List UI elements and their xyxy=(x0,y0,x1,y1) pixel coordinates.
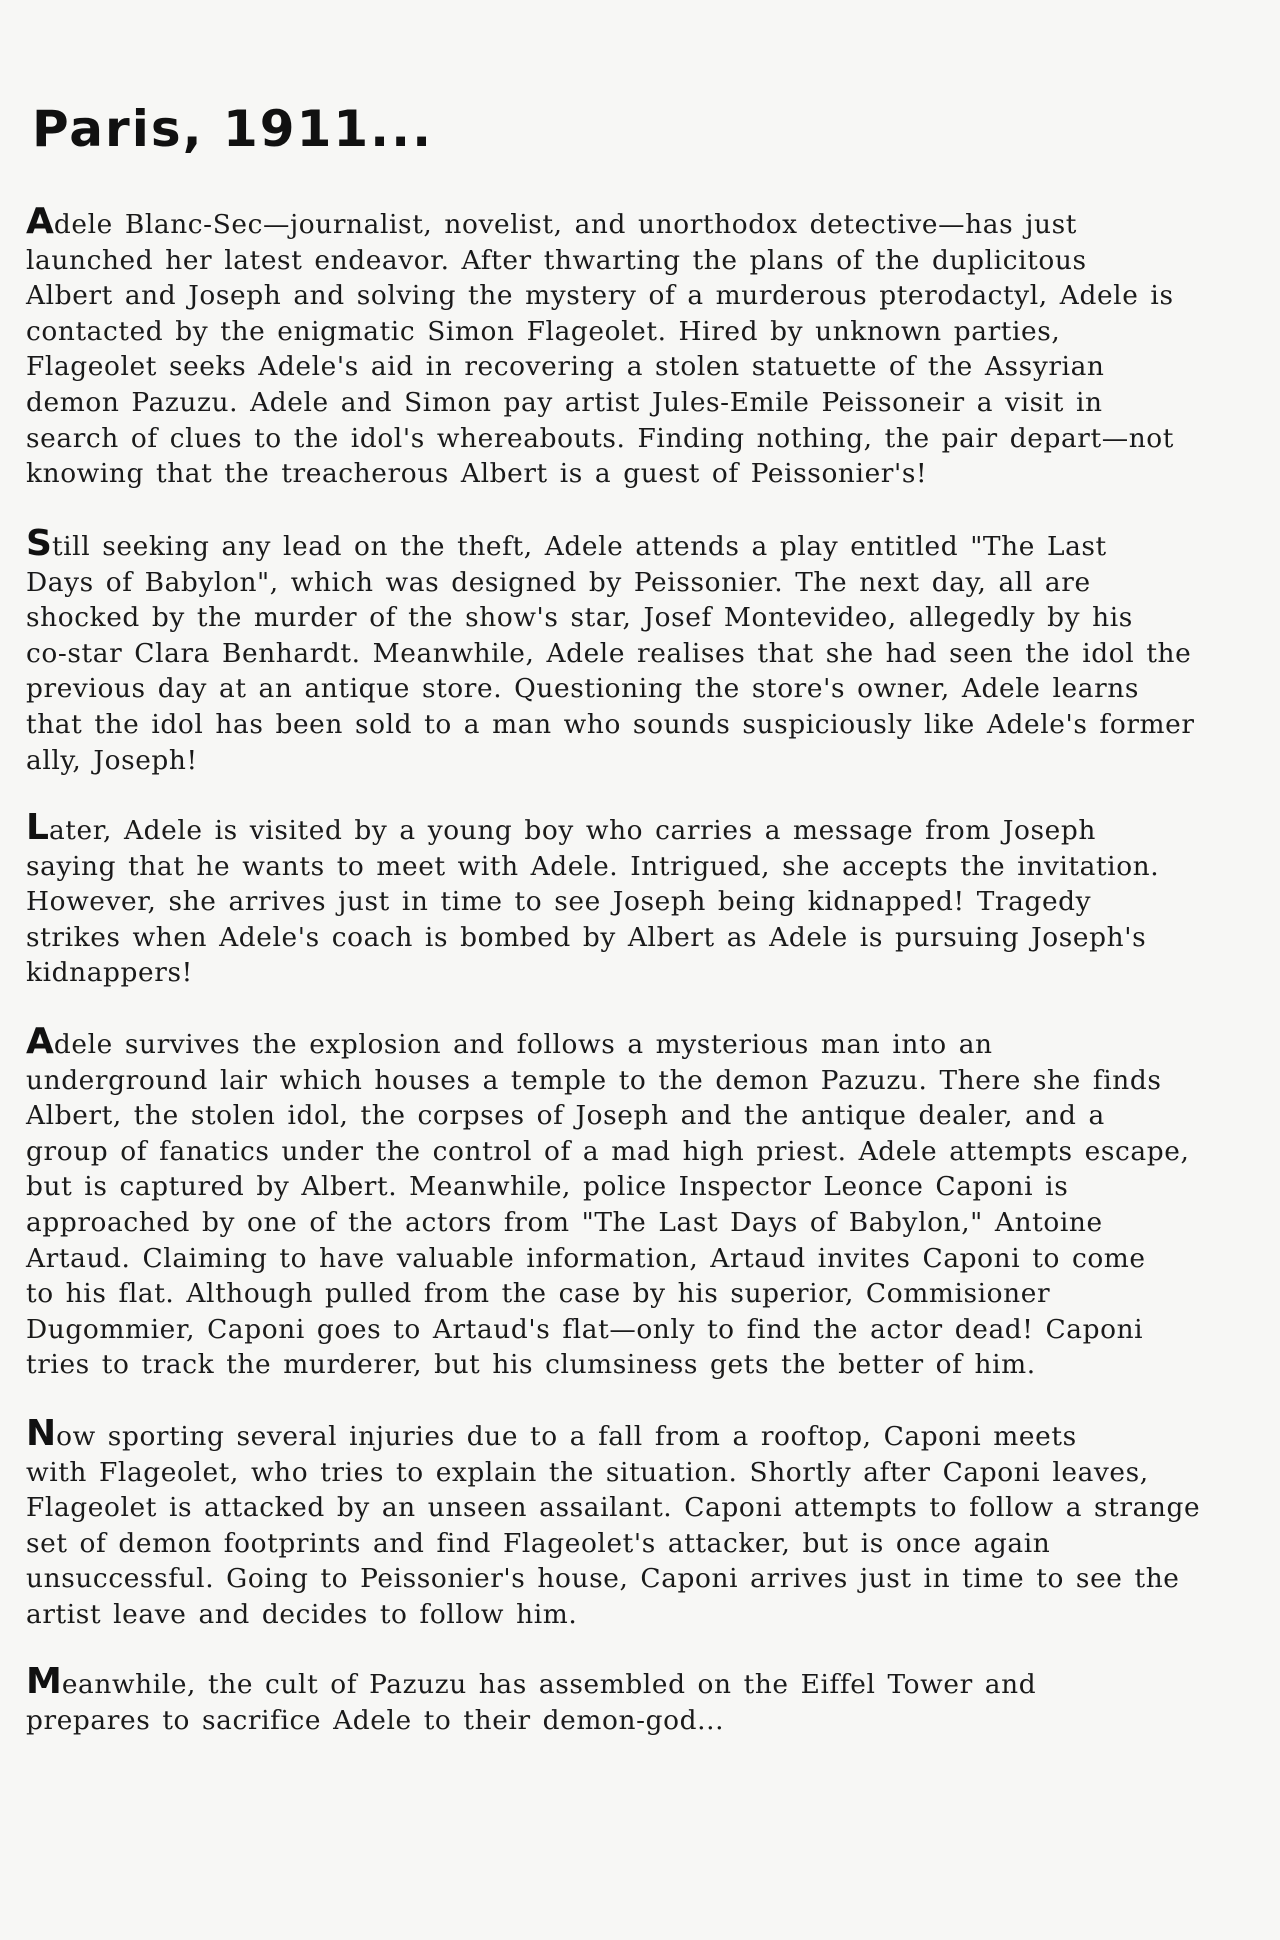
paragraph-line: shocked by the murder of the show's star, Josef Montevideo, allegedly by his xyxy=(26,602,1133,634)
paragraph-line: Later, Adele is visited by a young boy who carries a message from Joseph xyxy=(26,807,1096,848)
paragraph-line: unsuccessful. Going to Peissonier's house, Caponi arrives just in time to see the xyxy=(26,1563,1180,1595)
paragraph-line: artist leave and decides to follow him. xyxy=(26,1598,578,1630)
paragraph-line: Meanwhile, the cult of Pazuzu has assembled on the Eiffel Tower and xyxy=(26,1661,1037,1702)
paragraph-line: saying that he wants to meet with Adele. Intrigued, she accepts the invitation. xyxy=(26,850,1160,882)
paragraph-line: Albert and Joseph and solving the mystery of a murderous pterodactyl, Adele is xyxy=(26,280,1174,312)
paragraph-line: strikes when Adele's coach is bombed by Albert as Adele is pursuing Joseph's xyxy=(26,921,1147,953)
paragraph-line: with Flageolet, who tries to explain the situation. Shortly after Caponi leaves, xyxy=(26,1456,1149,1488)
drop-cap: S xyxy=(26,523,52,564)
paragraph-3 xyxy=(26,807,1254,991)
paragraph-1 xyxy=(26,201,1254,492)
paragraph-line: to his flat. Although pulled from the case by his superior, Commisioner xyxy=(26,1278,1051,1310)
drop-cap: A xyxy=(26,201,54,242)
paragraph-line: Now sporting several injuries due to a fall from a rooftop, Caponi meets xyxy=(26,1413,1077,1454)
paragraph-line: approached by one of the actors from "The Last Days of Babylon," Antoine xyxy=(26,1206,1103,1238)
paragraph-line: However, she arrives just in time to see Joseph being kidnapped! Tragedy xyxy=(26,886,1092,918)
paragraph-line: co-star Clara Benhardt. Meanwhile, Adele realises that she had seen the idol the xyxy=(26,637,1192,669)
paragraph-line: ally, Joseph! xyxy=(26,744,198,776)
paragraph-line: launched her latest endeavor. After thwarting the plans of the duplicitous xyxy=(26,244,1087,276)
paragraph-line: contacted by the enigmatic Simon Flageolet. Hired by unknown parties, xyxy=(26,315,1061,347)
paragraph-2 xyxy=(26,523,1254,778)
paragraph-line: Flageolet seeks Adele's aid in recovering a stolen statuette of the Assyrian xyxy=(26,351,1105,383)
paragraph-line: prepares to sacrifice Adele to their demon-god... xyxy=(26,1704,725,1736)
paragraph-4 xyxy=(26,1021,1254,1383)
paragraph-5 xyxy=(26,1413,1254,1633)
paragraph-line: kidnappers! xyxy=(26,957,193,989)
paragraph-line: Adele Blanc-Sec—journalist, novelist, and unorthodox detective—has just xyxy=(26,201,1077,242)
paragraph-line: tries to track the murderer, but his clumsiness gets the better of him. xyxy=(26,1349,1036,1381)
paragraph-line: Days of Babylon", which was designed by Peissonier. The next day, all are xyxy=(26,566,1091,598)
paragraph-line: demon Pazuzu. Adele and Simon pay artist Jules-Emile Peissoneir a visit in xyxy=(26,386,1103,418)
drop-cap: M xyxy=(26,1661,62,1702)
drop-cap: N xyxy=(26,1413,57,1454)
paragraph-line: Adele survives the explosion and follows a mysterious man into an xyxy=(26,1021,993,1062)
drop-cap: L xyxy=(26,807,49,848)
page-title: Paris, 1911... xyxy=(32,100,434,158)
story-summary-page xyxy=(26,0,1254,1940)
paragraph-line: knowing that the treacherous Albert is a guest of Peissonier's! xyxy=(26,458,928,490)
paragraph-line: Still seeking any lead on the theft, Adele attends a play entitled "The Last xyxy=(26,523,1107,564)
paragraph-line: that the idol has been sold to a man who sounds suspiciously like Adele's former xyxy=(26,708,1195,740)
drop-cap: A xyxy=(26,1021,54,1062)
paragraph-line: previous day at an antique store. Questioning the store's owner, Adele learns xyxy=(26,673,1140,705)
paragraph-line: Artaud. Claiming to have valuable information, Artaud invites Caponi to come xyxy=(26,1242,1146,1274)
paragraph-line: set of demon footprints and find Flageolet's attacker, but is once again xyxy=(26,1527,1051,1559)
paragraph-6 xyxy=(26,1661,1254,1738)
paragraph-line: Albert, the stolen idol, the corpses of Joseph and the antique dealer, and a xyxy=(26,1100,1105,1132)
paragraph-line: Flageolet is attacked by an unseen assailant. Caponi attempts to follow a strange xyxy=(26,1492,1201,1524)
paragraph-line: but is captured by Albert. Meanwhile, police Inspector Leonce Caponi is xyxy=(26,1171,1069,1203)
paragraph-line: underground lair which houses a temple to the demon Pazuzu. There she finds xyxy=(26,1064,1162,1096)
paragraph-line: group of fanatics under the control of a mad high priest. Adele attempts escape, xyxy=(26,1135,1190,1167)
paragraph-line: Dugommier, Caponi goes to Artaud's flat—only to find the actor dead! Caponi xyxy=(26,1313,1144,1345)
paragraph-line: search of clues to the idol's whereabouts. Finding nothing, the pair depart—not xyxy=(26,422,1174,454)
